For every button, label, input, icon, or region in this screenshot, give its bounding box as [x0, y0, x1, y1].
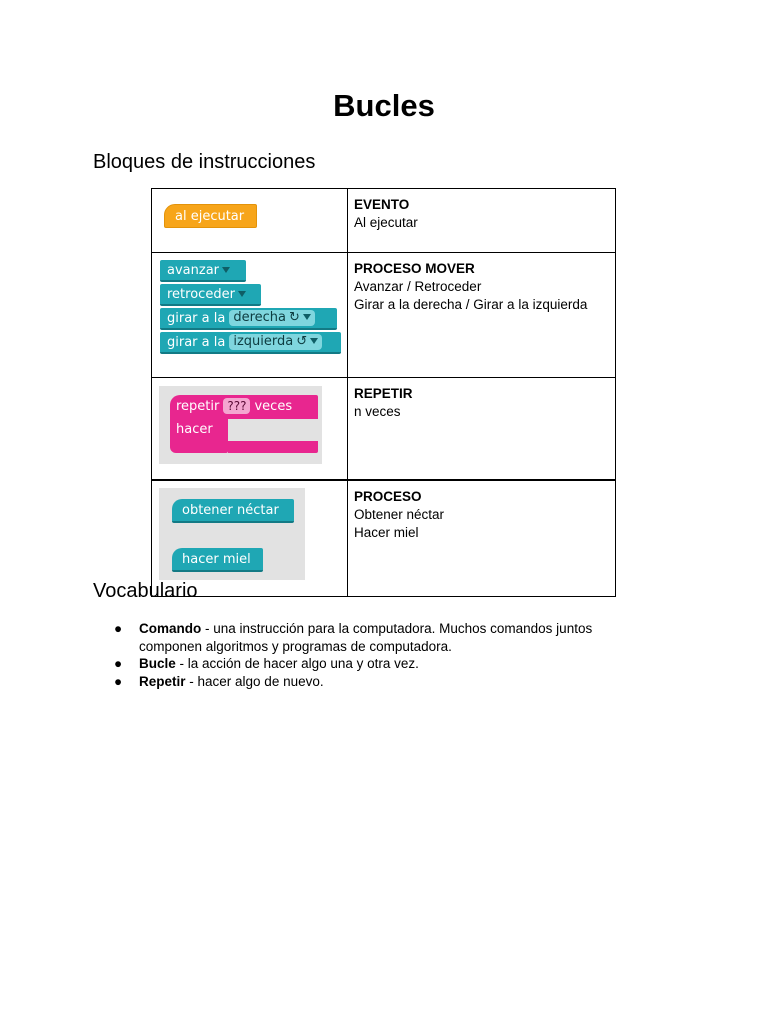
turn-right-block: [160, 308, 337, 330]
list-item: [110, 620, 630, 655]
dropdown-caret-icon: [303, 314, 311, 320]
cell-line: Girar a la derecha / Girar a la izquierda: [354, 297, 588, 312]
block-description-cell: [348, 480, 616, 597]
block-field: derecha ↻: [229, 310, 315, 326]
bullet-icon: ●: [114, 621, 123, 636]
table-row: [152, 189, 616, 253]
vocab-definition: - hacer algo de nuevo.: [185, 673, 324, 689]
cell-line: Avanzar / Retroceder: [354, 279, 482, 294]
block-image-background: [159, 488, 305, 580]
rotate-counterclockwise-icon: ↺: [296, 334, 308, 349]
page-title: Bucles: [333, 88, 435, 123]
table-row: [152, 378, 616, 481]
block-field: ???: [223, 398, 250, 414]
vocabulary-list: [110, 620, 630, 690]
make-honey-block: hacer miel: [172, 548, 263, 572]
block-image-cell: [152, 189, 348, 253]
block-label: retroceder: [167, 287, 235, 302]
table-row: [152, 480, 616, 597]
vocab-term: Bucle: [139, 656, 176, 671]
block-label: hacer: [176, 422, 213, 437]
cell-heading: REPETIR: [354, 386, 413, 401]
vocab-definition: - la acción de hacer algo una y otra vez.: [175, 656, 419, 671]
instruction-blocks-table: [151, 188, 616, 597]
section-heading-vocabulary: Vocabulario: [93, 580, 198, 602]
list-item: [110, 673, 630, 691]
rotate-clockwise-icon: ↻: [289, 310, 300, 325]
block-image-background: [159, 386, 322, 464]
vocab-term: Comando: [139, 621, 202, 636]
vocab-definition: - una instrucción para la computadora. Muchos comandos juntos componen algoritmos y programas de computadora.: [139, 621, 593, 654]
cell-line: Al ejecutar: [354, 215, 418, 230]
cell-heading: EVENTO: [354, 197, 410, 212]
repeat-block: [170, 395, 318, 453]
block-field: izquierda ↺: [229, 334, 322, 350]
turn-left-block: [160, 332, 341, 354]
dropdown-caret-icon: [222, 267, 230, 273]
vocab-term: Repetir: [139, 673, 186, 689]
cell-line: Hacer miel: [354, 525, 419, 540]
cell-line: n veces: [354, 404, 401, 419]
block-label: veces: [254, 399, 293, 414]
list-item: [110, 655, 630, 673]
block-image-cell: [152, 253, 348, 378]
dropdown-caret-icon: [238, 291, 246, 297]
block-label: girar a la: [167, 335, 226, 350]
block-description-cell: [348, 378, 616, 481]
get-nectar-block: obtener néctar: [172, 499, 294, 523]
when-run-block: al ejecutar: [164, 204, 257, 228]
bullet-icon: ●: [114, 673, 123, 689]
block-description-cell: [348, 189, 616, 253]
section-heading-blocks: Bloques de instrucciones: [93, 151, 316, 173]
cell-line: Obtener néctar: [354, 507, 445, 522]
move-forward-block: [160, 260, 246, 282]
block-image-cell: [152, 378, 348, 481]
block-label: avanzar: [167, 263, 219, 278]
dropdown-caret-icon: [310, 338, 318, 344]
bullet-icon: ●: [114, 656, 123, 671]
block-label: girar a la: [167, 311, 226, 326]
block-label: repetir: [176, 399, 220, 414]
move-backward-block: [160, 284, 261, 306]
block-description-cell: [348, 253, 616, 378]
cell-heading: PROCESO MOVER: [354, 261, 475, 276]
cell-heading: PROCESO: [354, 489, 422, 504]
table-row: [152, 253, 616, 378]
